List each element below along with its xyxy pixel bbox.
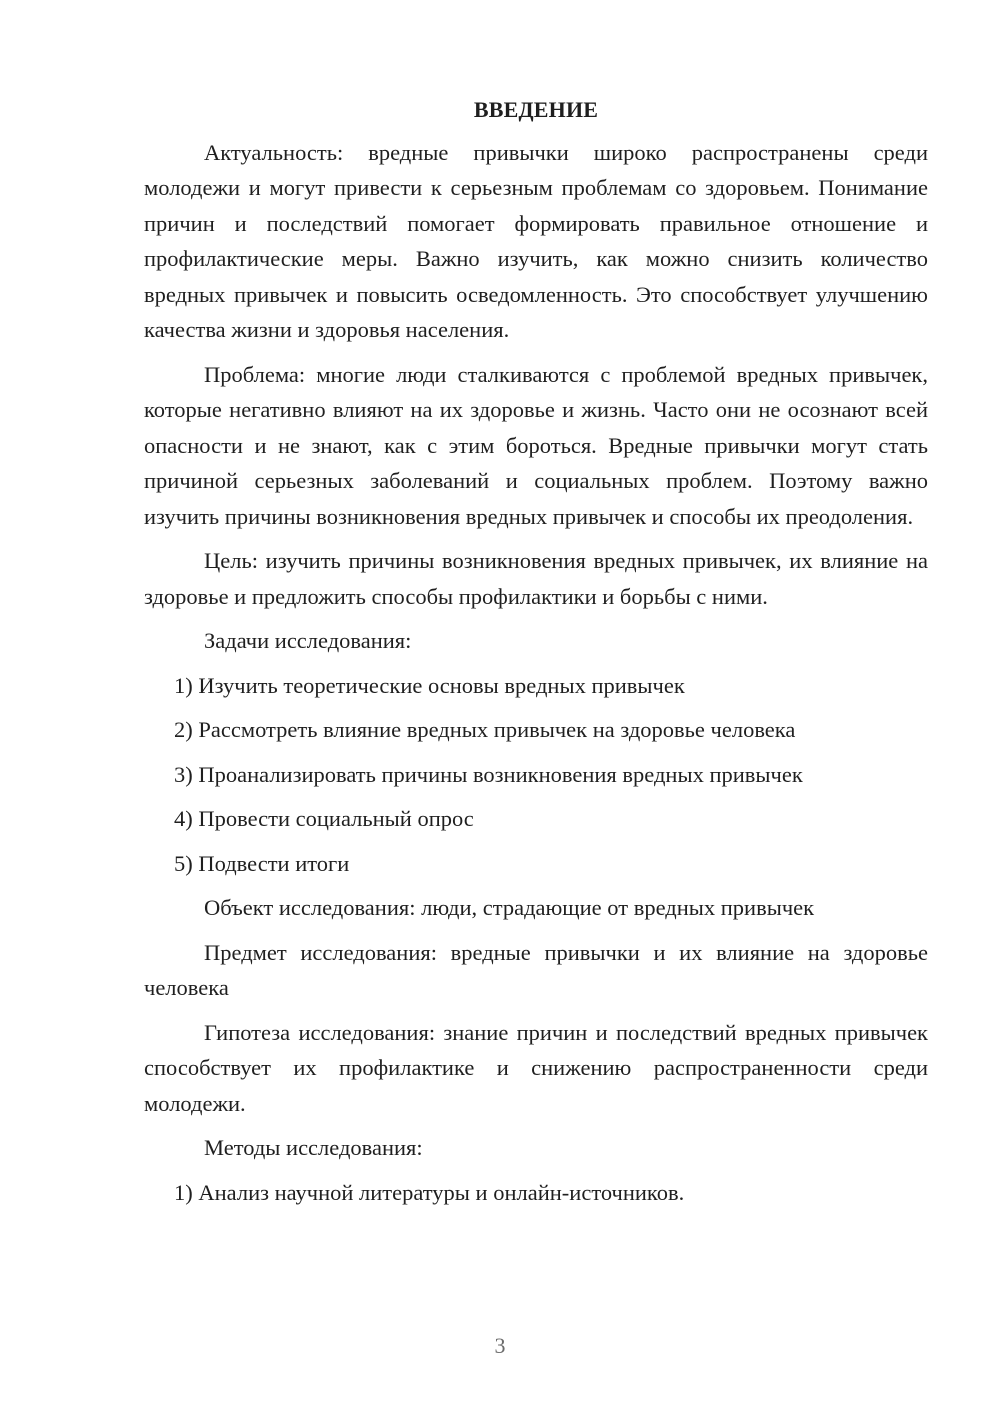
tasks-list [144,668,928,882]
methods-list [144,1175,928,1211]
methods-heading: Методы исследования: [204,1135,423,1160]
problem-paragraph: Проблема: многие люди сталкиваются с проблемой вредных привычек, которые негативно влияют на их здоровье и жизнь. Часто они не осознают всей опасности и не знают, как с этим бороться. Вредные привычки могут стать причиной серьезных заболеваний и социальных проблем. Поэтому важно изучить причины возникновения вредных привычек и способы их преодоления. [144,361,928,529]
task-item: 4) Провести социальный опрос [174,806,474,831]
task-item: 5) Подвести итоги [174,850,350,876]
page-content [144,92,928,1219]
goal-paragraph: Цель: изучить причины возникновения вредных привычек, их влияние на здоровье и предложить способы профилактики и борьбы с ними. [144,548,928,609]
tasks-heading: Задачи исследования: [204,628,412,653]
task-item: 3) Проанализировать причины возникновения вредных привычек [174,761,803,787]
method-item: 1) Анализ научной литературы и онлайн-источников. [174,1179,685,1205]
task-item: 1) Изучить теоретические основы вредных привычек [174,672,685,698]
subject-paragraph: Предмет исследования: вредные привычки и их влияние на здоровье человека [144,939,928,1000]
task-item: 2) Рассмотреть влияние вредных привычек на здоровье человека [174,717,796,742]
object-paragraph: Объект исследования: люди, страдающие от вредных привычек [204,895,815,920]
relevance-paragraph: Актуальность: вредные привычки широко распространены среди молодежи и могут привести к серьезным проблемам со здоровьем. Понимание причин и последствий помогает формировать правильное отношение и профилактические меры. Важно изучить, как можно снизить количество вредных привычек и повысить осведомленность. Это способствует улучшению качества жизни и здоровья населения. [144,139,928,342]
page-number: 3 [494,1333,506,1358]
hypothesis-paragraph: Гипотеза исследования: знание причин и последствий вредных привычек способствует их профилактике и снижению распространенности среди молодежи. [144,1019,928,1116]
section-title: ВВЕДЕНИЕ [473,97,599,122]
